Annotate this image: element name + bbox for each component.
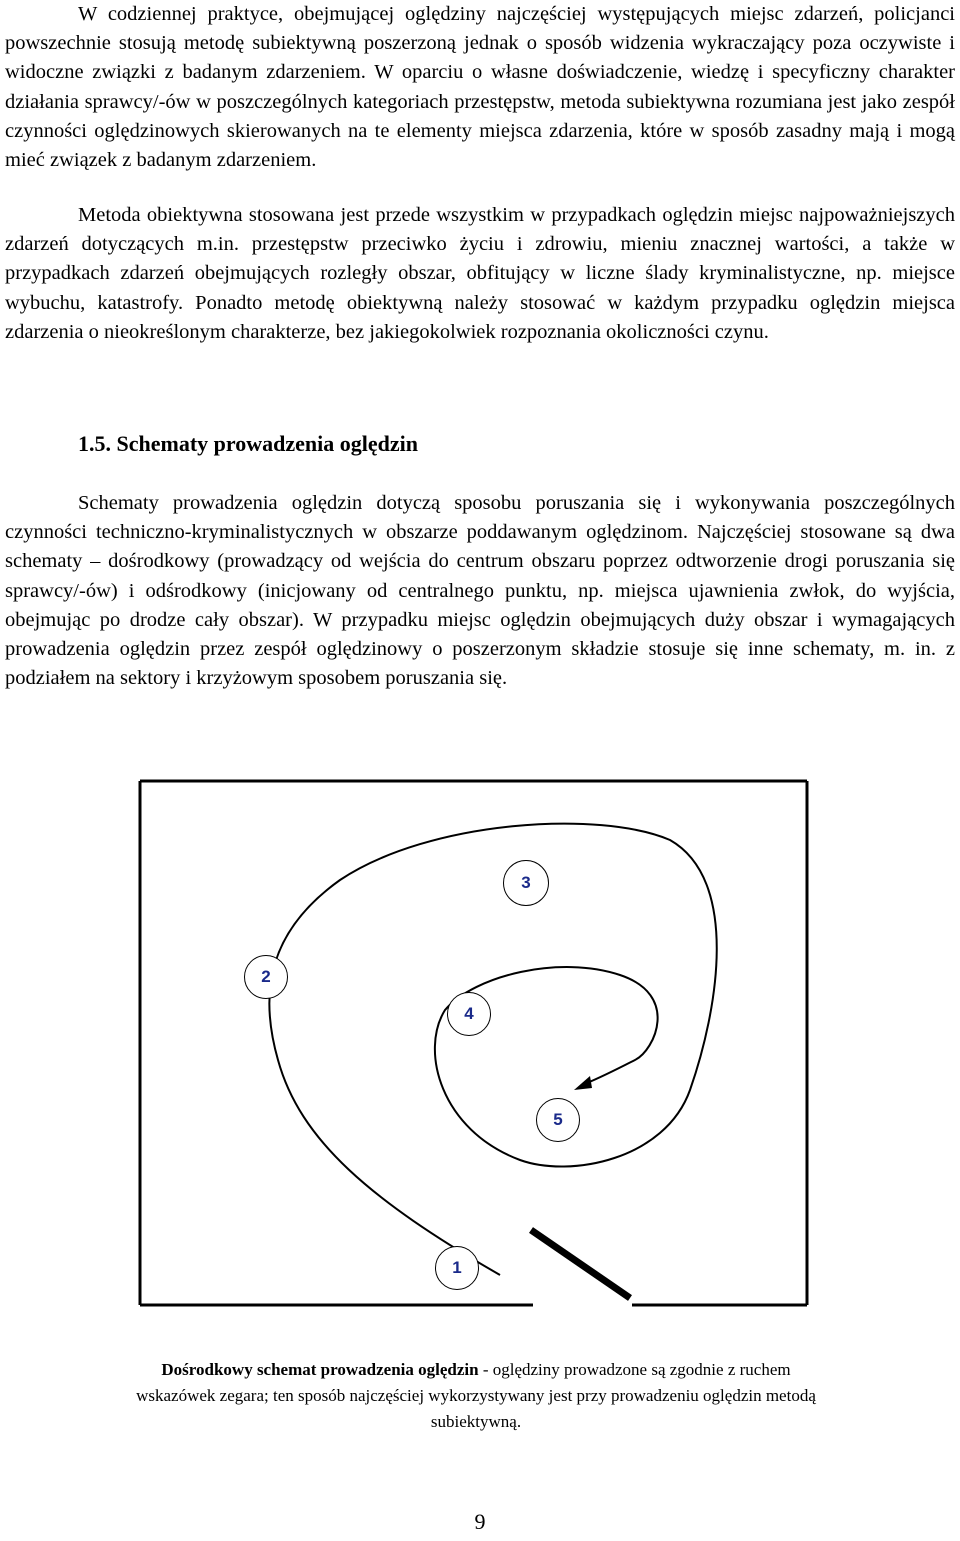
paragraph-subjective-method: W codziennej praktyce, obejmującej oględziny najczęściej występujących miejsc zdarzeń, policjanci powszechnie stosują metodę subiektywną poszerzoną jednak o sposób widzenia wykraczający poza oczywiste i widoczne związki z badanym zdarzeniem. W oparciu o własne doświadczenie, wiedzę i specyficzny charakter działania sprawcy/-ów w poszczególnych kategoriach przestępstw, metoda subiektywna rozumiana jest jako zespół czynności oględzinowych skierowanych na te elementy miejsca zdarzenia, które w sposób zasadny mają i mogą mieć związek z badanym zdarzeniem. — [5, 3, 955, 172]
room-walls — [140, 781, 807, 1305]
paragraph-inspection-schemes: Schematy prowadzenia oględzin dotyczą sposobu poruszania się i wykonywania poszczególnych czynności techniczno-kryminalistycznych w obszarze poddawanym oględzinom. Najczęściej stosowane są dwa schematy – dośrodkowy (prowadzący od wejścia do centrum obszaru poprzez odtworzenie drogi poruszania się sprawcy/-ów) i odśrodkowy (inicjowany od centralnego punktu, np. miejsca ujawnienia zwłok, do wyjścia, obejmując po drodze cały obszar). W przypadku miejsc oględzin obejmujących duży obszar i wymagających prowadzenia oględzin przez zespół oględzinowy o poszerzonym składzie stosuje się inne schematy, m. in. z podziałem na sektory i krzyżowym sposobem poruszania się. — [5, 492, 955, 690]
marker-1: 1 — [435, 1246, 479, 1290]
spiral-path — [269, 824, 716, 1275]
caption-title: Dośrodkowy schemat prowadzenia oględzin — [161, 1360, 479, 1379]
paragraph-objective-method: Metoda obiektywna stosowana jest przede wszystkim w przypadkach oględzin miejsc najpoważniejszych zdarzeń dotyczących m.in. przestępstw przeciwko życiu i zdrowiu, mieniu znacznej wartości, a także w przypadkach zdarzeń obejmujących rozległy obszar, obfitujący w liczne ślady kryminalistyczne, np. miejsce wybuchu, katastrofy. Ponadto metodę obiektywną należy stosować w każdym przypadku oględzin miejsca zdarzenia o nieokreślonym charakterze, bez jakiegokolwiek rozpoznania okoliczności czynu. — [5, 204, 955, 343]
marker-4: 4 — [447, 992, 491, 1036]
marker-5: 5 — [536, 1098, 580, 1142]
figure-caption — [120, 1357, 832, 1435]
marker-2: 2 — [244, 955, 288, 999]
inward-scheme-diagram — [0, 760, 960, 1320]
marker-3: 3 — [503, 860, 549, 906]
door-icon — [531, 1230, 630, 1298]
caption-text: - oględziny prowadzone są zgodnie z ruchem wskazówek zegara; ten sposób najczęściej wykorzystywany jest przy prowadzeniu oględzin metodą subiektywną. — [136, 1360, 816, 1431]
page-number: 9 — [474, 1509, 486, 1534]
section-heading: 1.5. Schematy prowadzenia oględzin — [78, 431, 418, 456]
arrow-head-icon — [574, 1076, 592, 1090]
